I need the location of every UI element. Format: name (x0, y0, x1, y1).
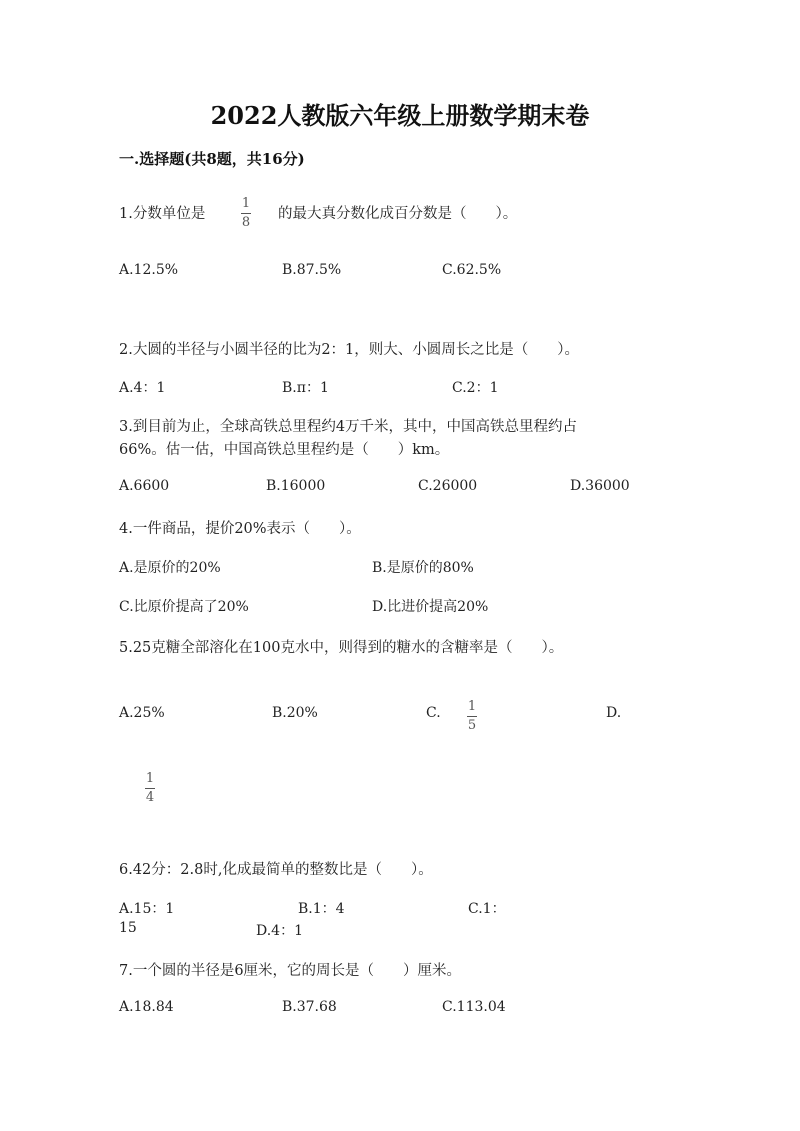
q5-option-c[interactable]: C. (426, 705, 441, 721)
q4-option-b[interactable]: B.是原价的80% (372, 560, 474, 576)
question-1-text-before: 1.分数单位是 (119, 206, 206, 222)
fraction-bar (145, 788, 155, 789)
q4-option-a[interactable]: A.是原价的20% (119, 560, 221, 576)
page-title: 2022人教版六年级上册数学期末卷 (210, 101, 590, 130)
fraction-numerator: 1 (241, 196, 251, 211)
q7-option-a[interactable]: A.18.84 (119, 999, 174, 1015)
question-4-text: 4.一件商品，提价20%表示（ ）。 (119, 521, 361, 537)
fraction-denominator: 8 (241, 215, 251, 230)
fraction-denominator: 4 (145, 790, 155, 805)
q1-option-a[interactable]: A.12.5% (119, 262, 179, 278)
q2-option-c[interactable]: C.2：1 (452, 380, 499, 396)
question-6-text: 6.42分：2.8时,化成最简单的整数比是（ ）。 (119, 862, 433, 878)
q4-option-d[interactable]: D.比进价提高20% (372, 599, 489, 615)
q3-option-a[interactable]: A.6600 (119, 478, 170, 494)
question-5-text: 5.25克糖全部溶化在100克水中，则得到的糖水的含糖率是（ ）。 (119, 640, 564, 656)
q7-option-b[interactable]: B.37.68 (282, 999, 337, 1015)
section-heading: 一.选择题(共8题，共16分) (119, 150, 305, 168)
q6-option-c-continued: 15 (119, 920, 137, 936)
q4-option-c[interactable]: C.比原价提高了20% (119, 599, 249, 615)
q2-option-a[interactable]: A.4：1 (119, 380, 166, 396)
q5-option-d-fraction (145, 772, 155, 805)
q6-option-c[interactable]: C.1： (468, 901, 506, 917)
fraction-bar (467, 716, 477, 717)
question-3-line-1: 3.到目前为止，全球高铁总里程约4万千米，其中，中国高铁总里程约占 (119, 419, 578, 435)
q5-option-c-fraction (467, 700, 477, 733)
q3-option-c[interactable]: C.26000 (418, 478, 478, 494)
q5-option-d[interactable]: D. (606, 705, 622, 721)
question-1-text-after: 的最大真分数化成百分数是（ ）。 (278, 206, 518, 222)
q1-option-b[interactable]: B.87.5% (282, 262, 342, 278)
q6-option-b[interactable]: B.1：4 (298, 901, 345, 917)
question-7-text: 7.一个圆的半径是6厘米，它的周长是（ ）厘米。 (119, 963, 462, 979)
q2-option-b[interactable]: B.π：1 (282, 380, 329, 396)
q1-option-c[interactable]: C.62.5% (442, 262, 502, 278)
fraction-bar (241, 213, 251, 214)
q6-option-d[interactable]: D.4：1 (256, 923, 303, 939)
question-2-text: 2.大圆的半径与小圆半径的比为2：1，则大、小圆周长之比是（ ）。 (119, 342, 580, 358)
q5-option-b[interactable]: B.20% (272, 705, 318, 721)
q3-option-b[interactable]: B.16000 (266, 478, 326, 494)
question-1-fraction (241, 197, 251, 230)
q3-option-d[interactable]: D.36000 (570, 478, 630, 494)
fraction-denominator: 5 (467, 718, 477, 733)
q6-option-a[interactable]: A.15：1 (119, 901, 175, 917)
fraction-numerator: 1 (467, 699, 477, 714)
question-3-line-2: 66%。估一估，中国高铁总里程约是（ ）km。 (119, 442, 450, 458)
q5-option-a[interactable]: A.25% (119, 705, 165, 721)
fraction-numerator: 1 (145, 771, 155, 786)
q7-option-c[interactable]: C.113.04 (442, 999, 506, 1015)
